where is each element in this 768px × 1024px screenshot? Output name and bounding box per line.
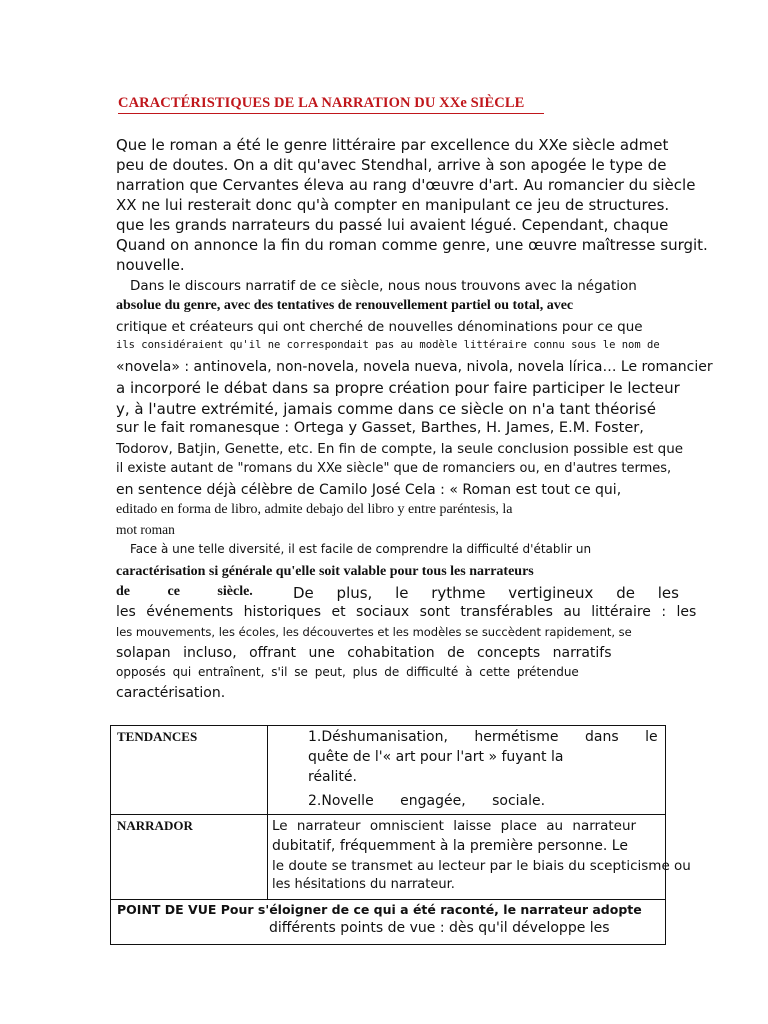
text-line: caractérisation si générale qu'elle soit valable pour tous les narrateurs bbox=[116, 564, 534, 579]
table-label-cell bbox=[111, 815, 268, 900]
text-line: peu de doutes. On a dit qu'avec Stendhal, arrive à son apogée le type de bbox=[116, 156, 667, 174]
text-line: critique et créateurs qui ont cherché de nouvelles dénominations pour ce que bbox=[116, 319, 643, 335]
table-content-cell bbox=[268, 726, 666, 815]
summary-table bbox=[110, 725, 691, 945]
text-line: mot roman bbox=[116, 522, 175, 537]
text-line: caractérisation. bbox=[116, 685, 226, 701]
text-line: y, à l'autre extrémité, jamais comme dans ce siècle on n'a tant théorisé bbox=[116, 400, 656, 418]
table-wide-cell bbox=[111, 900, 666, 945]
text-line: Quand on annonce la fin du roman comme genre, une œuvre maîtresse surgit. bbox=[116, 236, 708, 254]
cell-line: 1.Déshumanisation, hermétisme dans le bbox=[308, 729, 658, 745]
document-title: CARACTÉRISTIQUES DE LA NARRATION DU XXe SIÈCLE bbox=[118, 95, 525, 111]
text-line: opposés qui entraînent, s'il se peut, plus de difficulté à cette prétendue bbox=[116, 665, 579, 679]
text-line: «novela» : antinovela, non-novela, novela nueva, nivola, novela lírica… Le romancier bbox=[116, 359, 713, 375]
text-line: editado en forma de libro, admite debajo del libro y entre paréntesis, la bbox=[116, 502, 513, 517]
title-underline bbox=[118, 113, 544, 114]
row-label-point-de-vue: POINT DE VUE Pour s'éloigner de ce qui a été raconté, le narrateur adopte bbox=[117, 902, 642, 917]
table-row bbox=[111, 815, 666, 900]
table-content-cell bbox=[268, 815, 691, 900]
cell-line: réalité. bbox=[308, 769, 357, 785]
text-line: il existe autant de "romans du XXe siècle" que de romanciers ou, en d'autres termes, bbox=[116, 461, 672, 476]
cell-line: quête de l'« art pour l'art » fuyant la bbox=[308, 749, 564, 765]
row-label-narrador: NARRADOR bbox=[117, 818, 193, 833]
text-line: Que le roman a été le genre littéraire par excellence du XXe siècle admet bbox=[116, 136, 669, 154]
cell-line: différents points de vue : dès qu'il développe les bbox=[269, 920, 610, 936]
text-line: Face à une telle diversité, il est facile de comprendre la difficulté d'établir un bbox=[130, 542, 592, 556]
text-line: Dans le discours narratif de ce siècle, nous nous trouvons avec la négation bbox=[130, 278, 637, 294]
cell-line: le doute se transmet au lecteur par le biais du scepticisme ou bbox=[272, 858, 691, 874]
table-label-cell bbox=[111, 726, 268, 815]
text-line: a incorporé le débat dans sa propre création pour faire participer le lecteur bbox=[116, 379, 680, 397]
row-label-tendances: TENDANCES bbox=[117, 729, 198, 744]
text-line: ils considéraient qu'il ne correspondait pas au modèle littéraire connu sous le nom de bbox=[116, 339, 660, 351]
text-line: sur le fait romanesque : Ortega y Gasset, Barthes, H. James, E.M. Foster, bbox=[116, 420, 644, 436]
text-line: solapan incluso, offrant une cohabitation de concepts narratifs bbox=[116, 645, 612, 661]
text-line: nouvelle. bbox=[116, 256, 185, 274]
text-line: Todorov, Batjin, Genette, etc. En fin de compte, la seule conclusion possible est que bbox=[116, 441, 684, 457]
text-line: absolue du genre, avec des tentatives de renouvellement partiel ou total, avec bbox=[116, 298, 574, 313]
cell-line: les hésitations du narrateur. bbox=[272, 877, 455, 892]
text-line: de ce siècle. bbox=[116, 584, 253, 599]
table-row bbox=[111, 726, 666, 815]
text-line: De plus, le rythme vertigineux de les bbox=[293, 584, 679, 602]
text-line: narration que Cervantes éleva au rang d'œuvre d'art. Au romancier du siècle bbox=[116, 176, 696, 194]
text-line: les événements historiques et sociaux sont transférables au littéraire : les bbox=[116, 604, 697, 620]
cell-line: 2.Novelle engagée, sociale. bbox=[308, 793, 546, 809]
text-line: en sentence déjà célèbre de Camilo José Cela : « Roman est tout ce qui, bbox=[116, 482, 622, 498]
table-row bbox=[111, 900, 666, 945]
cell-line: dubitatif, fréquemment à la première personne. Le bbox=[272, 838, 628, 854]
text-line: XX ne lui resterait donc qu'à compter en manipulant ce jeu de structures. bbox=[116, 196, 670, 214]
text-line: les mouvements, les écoles, les découvertes et les modèles se succèdent rapidement, se bbox=[116, 625, 632, 639]
text-line: que les grands narrateurs du passé lui avaient légué. Cependant, chaque bbox=[116, 216, 669, 234]
cell-line: Le narrateur omniscient laisse place au narrateur bbox=[272, 818, 637, 834]
